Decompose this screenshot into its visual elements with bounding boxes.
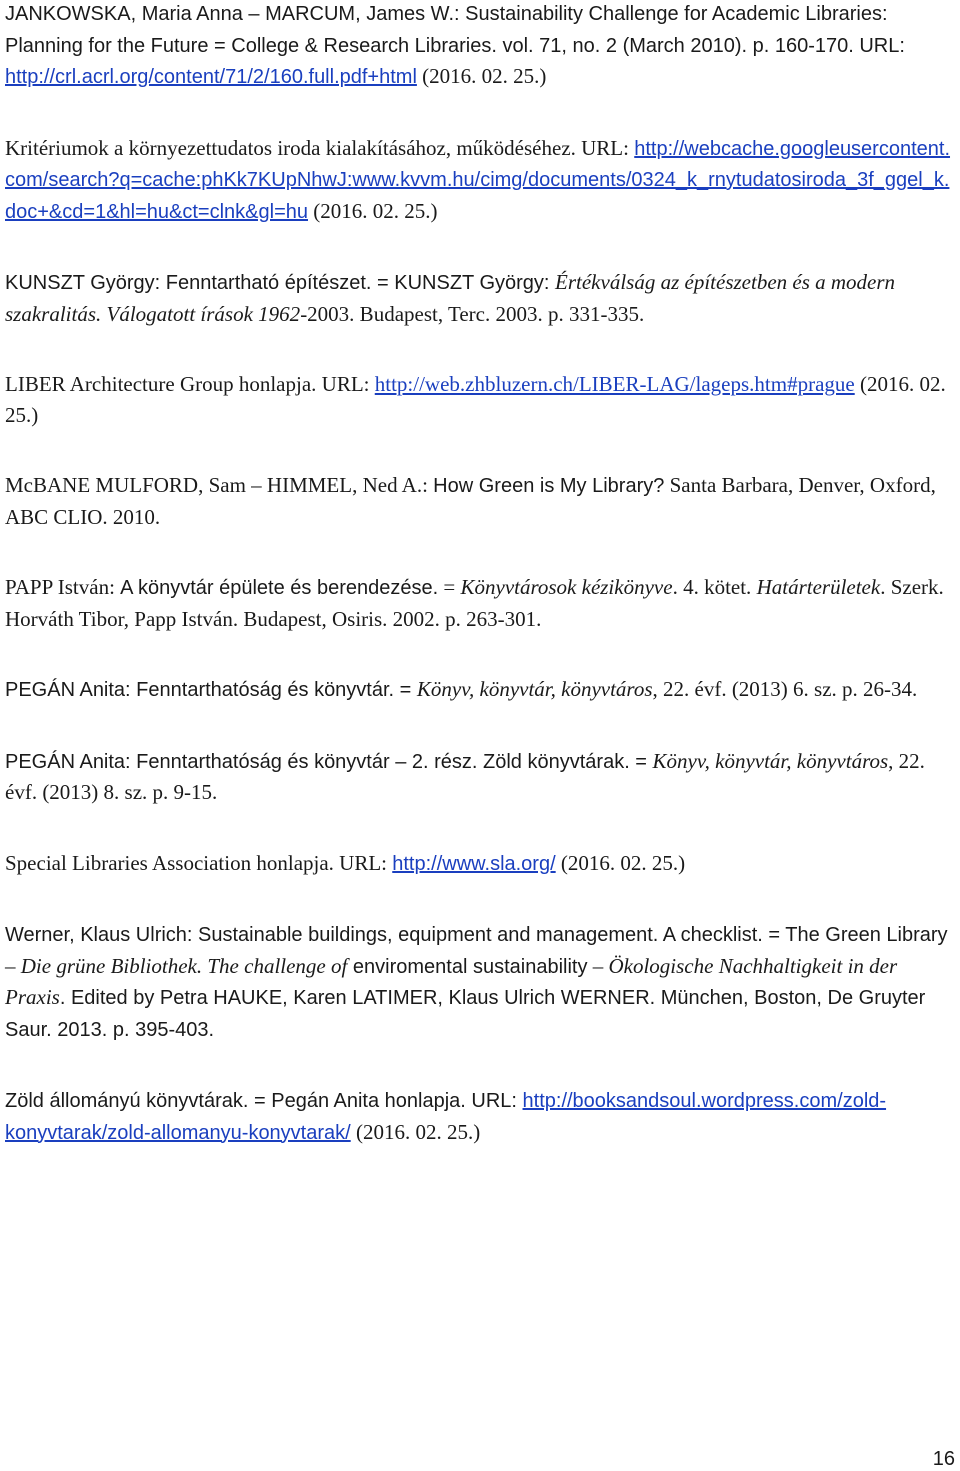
reference-sla: [5, 848, 950, 880]
ref-text: PEGÁN Anita: Fenntarthatóság és könyvtár. =: [5, 679, 417, 701]
ref-url-link[interactable]: http://webcache.googleusercontent.com/search?q=cache:phKk7KUpNhwJ:www.kvvm.hu/cimg/documents/0324_k_rnytudatosiroda_3f_ggel_k.doc+&cd=1&hl=hu&ct=clnk&gl=hu: [5, 137, 951, 223]
reference-kriteriumok: [5, 133, 950, 228]
ref-text: Kritériumok a környezettudatos iroda kialakításához, működéséhez. URL:: [5, 135, 635, 160]
bibliography-list: [5, 0, 950, 1188]
ref-title: A könyvtár épülete és berendezése.: [120, 577, 439, 599]
ref-dash-2: –: [587, 953, 609, 978]
reference-papp: [5, 572, 950, 634]
ref-url-link[interactable]: http://booksandsoul.wordpress.com/zold-konyvtarak/zold-allomanyu-konyvtarak/: [5, 1090, 887, 1144]
ref-title-italic: Könyvtárosok kézikönyve: [460, 575, 673, 599]
ref-text-mid: enviromental sustainability: [347, 955, 588, 978]
ref-text: PAPP István:: [5, 575, 121, 599]
ref-text-mid: . 4. kötet.: [672, 575, 757, 599]
ref-separator: =: [438, 575, 461, 599]
ref-text: PEGÁN Anita: Fenntarthatóság és könyvtár – 2. rész. Zöld könyvtárak. =: [5, 750, 653, 773]
ref-text-tail: , 22. évf. (2013) 6. sz. p. 26-34.: [652, 677, 918, 701]
reference-pegan-2: [5, 746, 950, 808]
ref-title-italic: Könyv, könyvtár, könyvtáros: [652, 748, 889, 773]
ref-url-link[interactable]: http://crl.acrl.org/content/71/2/160.full.pdf+html: [5, 66, 417, 88]
ref-text-tail: . Szerk. Horváth Tibor, Papp István. Budapest, Osiris. 2002. p. 263-301.: [5, 575, 944, 631]
page-number: 16: [932, 1448, 955, 1470]
reference-liber: [5, 369, 950, 430]
ref-access-date: (2016. 02. 25.): [308, 198, 438, 223]
ref-access-date: (2016. 02. 25.): [416, 64, 547, 88]
ref-title-italic: Könyv, könyvtár, könyvtáros: [416, 677, 653, 701]
ref-url-link[interactable]: http://www.sla.org/: [392, 852, 556, 875]
ref-text-tail: . Edited by Petra HAUKE, Karen LATIMER, Klaus Ulrich WERNER. München, Boston, De Gruyter Saur. 2013. p. 395-403.: [5, 987, 926, 1041]
ref-text: Werner, Klaus Ulrich: Sustainable buildings, equipment and management. A checklist. = The Green Library: [5, 924, 948, 946]
ref-dash: –: [5, 953, 21, 978]
ref-title: How Green is My Library?: [433, 475, 665, 497]
ref-text-tail: Santa Barbara, Denver, Oxford, ABC CLIO. 2010.: [5, 473, 936, 529]
ref-access-date: (2016. 02. 25.): [350, 1119, 481, 1144]
ref-title-italic: Értékválság az építészetben és a modern szakralitás. Válogatott írások 1962: [5, 270, 896, 326]
ref-subtitle-italic: Határterületek: [756, 575, 881, 599]
reference-mcbane: [5, 470, 950, 532]
ref-text-tail: -2003. Budapest, Terc. 2003. p. 331-335.: [300, 301, 645, 326]
reference-pegan-1: [5, 674, 950, 706]
reference-werner: [5, 919, 950, 1045]
ref-text: Zöld állományú könyvtárak. = Pegán Anita honlapja. URL:: [5, 1090, 523, 1112]
ref-text: LIBER Architecture Group honlapja. URL:: [5, 372, 375, 396]
reference-zold: [5, 1085, 950, 1148]
ref-text: Special Libraries Association honlapja. URL:: [5, 850, 393, 875]
ref-title-italic: Die grüne Bibliothek. The challenge of: [20, 953, 348, 978]
ref-text: McBANE MULFORD, Sam – HIMMEL, Ned A.:: [5, 473, 434, 497]
reference-jankowska: [5, 0, 950, 93]
ref-text-tail: , 22. évf. (2013) 8. sz. p. 9-15.: [5, 748, 925, 804]
reference-kunszt: [5, 267, 950, 329]
ref-access-date: (2016. 02. 25.): [555, 850, 686, 875]
ref-url-link[interactable]: http://web.zhbluzern.ch/LIBER-LAG/lageps.htm#prague: [374, 372, 855, 396]
ref-subtitle-italic: Ökologische Nachhaltigkeit in der Praxis: [5, 953, 898, 1009]
ref-access-date: (2016. 02. 25.): [5, 372, 946, 427]
ref-text: JANKOWSKA, Maria Anna – MARCUM, James W.: Sustainability Challenge for Academic Libraries: Planning for the Future = College & Research Libraries. vol. 71, no. 2 (March 2010). p. 160-170. URL:: [5, 3, 905, 57]
ref-text: KUNSZT György: Fenntartható építészet. = KUNSZT György:: [5, 272, 556, 294]
